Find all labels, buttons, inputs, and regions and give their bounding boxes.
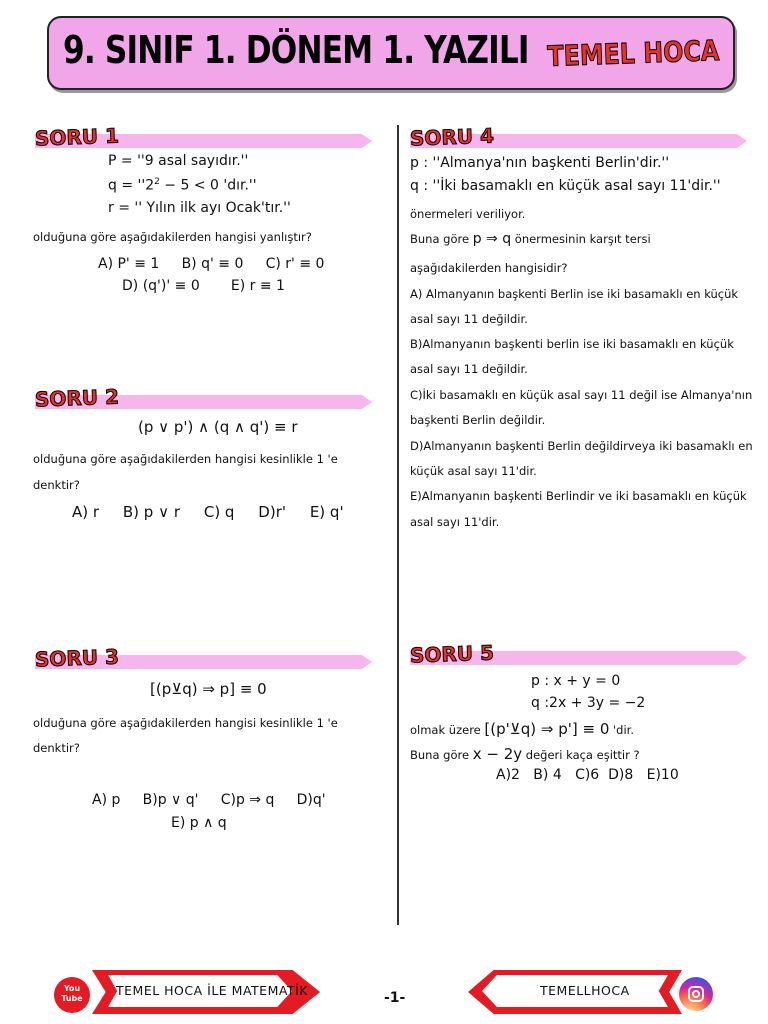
q4-premise-q: q : ''İki basamaklı en küçük asal sayı 11'dir.'' [410,178,721,194]
question-4-banner [409,123,747,151]
youtube-icon[interactable]: You Tube [54,977,90,1013]
footer-channel-name: TEMEL HOCA İLE MATEMATİK [116,983,308,998]
question-3-banner [34,644,372,672]
question-2-label: SORU 2 [34,384,120,412]
q4-ask-line2: aşağıdakilerden hangisidir? [410,261,568,275]
q1-prompt: olduğuna göre aşağıdakilerden hangisi yanlıştır? [33,230,312,244]
question-2-banner [34,384,372,412]
q5-choices: A)2 B) 4 C)6 D)8 E)10 [496,767,679,783]
page-number: -1- [384,990,406,1006]
q5-condition: olmak üzere [(p'⊻q) ⇒ p'] ≡ 0 'dir. [410,720,634,738]
question-4-label: SORU 4 [409,123,495,151]
q4-ask: Buna göre p ⇒ q önermesinin karşıt tersi [410,231,651,247]
q1-premise-q: $q = ''2^2 - 5 < 0$ 'dır.'' [108,177,257,194]
q3-choices-row1: A) p B)p ∨ q' C)p ⇒ q D)q' [92,792,326,808]
column-divider [397,125,399,925]
q4-option-b-line2: asal sayı 11 değildir. [410,362,528,376]
q1-premise-r: r = '' Yılın ilk ayı Ocak'tır.'' [108,200,291,216]
question-1-label: SORU 1 [34,123,120,151]
q5-ask: Buna göre x − 2y değeri kaça eşittir ? [410,745,640,763]
q1-choices-row1: A) P' ≡ 1 B) q' ≡ 0 C) r' ≡ 0 [98,256,325,272]
page-header [47,16,735,90]
brand-logo: TEMEL HOCA [546,34,720,73]
question-5-label: SORU 5 [409,640,495,668]
question-5-banner [409,640,747,668]
q2-expression: (p ∨ p') ∧ (q ∧ q') ≡ r [138,418,298,436]
footer-instagram-banner [468,970,682,1014]
q3-expression: [(p⊻q) ⇒ p] ≡ 0 [150,680,267,698]
q3-choices-row2: E) p ∧ q [171,815,227,831]
q1-premise-p: P = ''9 asal sayıdır.'' [108,153,249,169]
exam-title: 9. SINIF 1. DÖNEM 1. YAZILI [63,28,529,72]
q4-option-a-line1: A) Almanyanın başkenti Berlin ise iki basamaklı en küçük [410,287,739,301]
instagram-icon[interactable] [679,977,713,1011]
q4-option-d-line1: D)Almanyanın başkenti Berlin değildirveya iki basamaklı en [410,439,753,453]
footer-instagram-handle: TEMELLHOCA [540,983,630,998]
question-1-banner [34,123,372,151]
q4-option-e-line2: asal sayı 11'dir. [410,515,500,529]
q4-option-e-line1: E)Almanyanın başkenti Berlindir ve iki basamaklı en küçük [410,489,747,503]
footer-channel-banner [92,970,320,1014]
q5-equation-p: p : x + y = 0 [531,673,621,689]
q2-prompt-line1: olduğuna göre aşağıdakilerden hangisi kesinlikle 1 'e [33,452,338,466]
q4-option-c-line1: C)İki basamaklı en küçük asal sayı 11 değil ise Almanya'nın [410,388,753,402]
q4-option-c-line2: başkenti Berlin değildir. [410,413,546,427]
q2-prompt-line2: denktir? [33,478,80,492]
q4-intro: önermeleri veriliyor. [410,207,526,221]
q4-premise-p: p : ''Almanya'nın başkenti Berlin'dir.'' [410,155,670,171]
q3-prompt-line2: denktir? [33,741,80,755]
q2-choices: A) r B) p ∨ r C) q D)r' E) q' [72,503,344,521]
q3-prompt-line1: olduğuna göre aşağıdakilerden hangisi kesinlikle 1 'e [33,716,338,730]
q1-choices-row2: D) (q')' ≡ 0 E) r ≡ 1 [122,278,285,294]
q4-option-d-line2: küçük asal sayı 11'dir. [410,464,537,478]
q4-option-a-line2: asal sayı 11 değildir. [410,312,528,326]
q4-option-b-line1: B)Almanyanın başkenti berlin ise iki basamaklı en küçük [410,337,734,351]
q5-equation-q: q :2x + 3y = −2 [531,695,646,711]
question-3-label: SORU 3 [34,644,120,672]
